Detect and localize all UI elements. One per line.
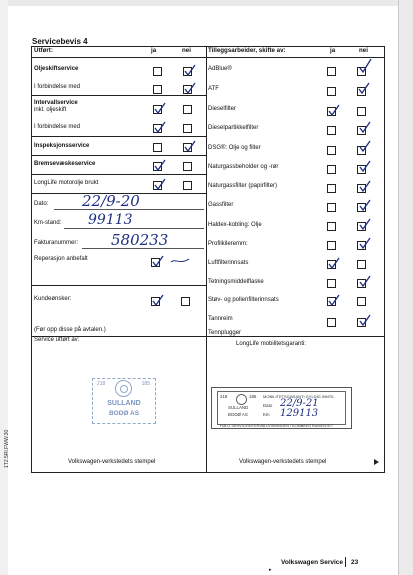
stamp-place: BODØ AS: [228, 412, 248, 417]
row-label-dieselfilter: Dieselfilter: [208, 106, 237, 112]
row-label-bremsevaeske: Bremsevæskeservice: [34, 161, 96, 167]
row-label-atf: ATF: [208, 86, 219, 92]
longlife-garanti-label: LongLife mobilitetsgaranti:: [236, 341, 307, 347]
row-label-forbindelse-2: I forbindelse med: [34, 124, 81, 130]
stamp-dato-label: Dato: [263, 403, 273, 408]
kundeonsker-note: (Før opp disse på avtalen.): [34, 327, 106, 333]
checkbox-profilkilerem-ja[interactable]: [327, 241, 336, 250]
row-label-haldex: Haldex-kobling: Olje: [208, 222, 262, 228]
stamp-code: 185: [141, 381, 150, 387]
stamp-frame: [217, 391, 346, 425]
checkbox-haldex-ja[interactable]: [327, 222, 336, 231]
checkbox-gassfilter-ja[interactable]: [327, 203, 336, 212]
checkbox-stov-pollen-nei[interactable]: [357, 297, 366, 306]
seal-icon: [115, 380, 132, 397]
stamp-code: 218: [220, 394, 228, 399]
garanti-dato-value[interactable]: 22/9-21: [280, 398, 319, 409]
check-mark-icon: [358, 275, 371, 288]
service-utfort-label: Service utført av:: [34, 337, 80, 343]
left-header: Utført:: [34, 47, 53, 54]
checkbox-oljeskift-ja[interactable]: [153, 67, 162, 76]
row-rule: [32, 174, 206, 175]
garanti-km-value[interactable]: 129113: [280, 408, 319, 419]
stamp-km-label: Km: [263, 412, 270, 417]
row-label-adblue: AdBlue®: [208, 66, 232, 72]
check-mark-icon: [151, 255, 164, 268]
seal-icon: [236, 394, 247, 405]
checkbox-tannreim-ja[interactable]: [327, 318, 336, 327]
row-label-longlife: LongLife motorolje brukt: [34, 180, 99, 186]
check-mark-icon: [358, 199, 371, 212]
row-rule: [32, 95, 206, 96]
check-mark-icon: [358, 160, 371, 173]
row-label-oljeskift: Oljeskiftservice: [34, 66, 79, 72]
checkbox-dieselpartikkel-ja[interactable]: [327, 126, 336, 135]
row-label-tetningsmiddel: Tetningsmiddelflaske: [208, 279, 264, 285]
page-edge: [0, 0, 413, 6]
stamp-heading: MOBILITETSGARANTI GYLDIG INNTIL: [263, 394, 335, 399]
checkbox-dsg-ja[interactable]: [327, 146, 336, 155]
row-label-dieselpartikkelfilter: Dieselpartikkelfilter: [208, 125, 259, 131]
stamp-caption-right: Volkswagen-verkstedets stempel: [239, 459, 327, 465]
km-line: [64, 228, 204, 229]
footer-marker: ▸: [269, 567, 272, 573]
checkbox-naturgassfilter-ja[interactable]: [327, 184, 336, 193]
faktura-label: Fakturanummer:: [34, 240, 79, 246]
document-title: Servicebevis 4: [32, 37, 88, 46]
checkbox-dieselfilter-nei[interactable]: [357, 107, 366, 116]
footer-divider: [345, 557, 346, 567]
column-divider: [206, 47, 207, 336]
row-sublabel-intervall: inkl. oljeskift: [34, 107, 67, 113]
next-arrow-icon: [374, 459, 379, 465]
stamp-code: 218: [97, 381, 106, 387]
row-label-luftfilter: Luftfilterinnsats: [208, 260, 249, 266]
bottom-column-divider: [206, 336, 207, 472]
row-label-dsg: DSG®: Olje og filter: [208, 145, 261, 151]
check-mark-icon: [327, 294, 340, 307]
stamp-footer: FØLG SERVICEINTERVALLVISNINGEN I KOMBINSTRUMENTET: [220, 424, 334, 428]
right-nei-header: nei: [359, 47, 368, 54]
left-ja-header: ja: [151, 47, 157, 54]
checkbox-inspeksjon-ja[interactable]: [153, 143, 162, 152]
check-mark-icon: [153, 159, 166, 172]
checkbox-intervall-nei[interactable]: [183, 105, 192, 114]
check-mark-icon: [358, 314, 371, 327]
checkbox-atf-ja[interactable]: [327, 87, 336, 96]
row-rule: [32, 155, 206, 156]
check-mark-icon: [153, 121, 166, 134]
check-mark-icon: [357, 82, 370, 95]
page-edge-right: [398, 0, 413, 575]
page-edge-left: [0, 0, 8, 575]
check-mark-icon: [327, 257, 340, 270]
header-rule: [32, 57, 384, 58]
check-mark-icon: [358, 140, 371, 153]
faktura-value[interactable]: 580233: [111, 231, 169, 249]
km-value[interactable]: 99113: [88, 212, 133, 228]
workshop-stamp-left: [92, 378, 156, 424]
dato-value[interactable]: 22/9-20: [82, 192, 140, 210]
row-label-tannreim: Tannreim: [208, 316, 233, 322]
stamp-name: SULLAND: [228, 405, 249, 410]
check-mark-icon: [153, 102, 166, 115]
stamp-code: 185: [249, 394, 257, 399]
checkbox-longlife-nei[interactable]: [183, 181, 192, 190]
workshop-stamp-right: [211, 387, 352, 429]
row-label-gassfilter: Gassfilter: [208, 202, 234, 208]
check-mark-icon: [183, 140, 196, 153]
check-mark-icon: [358, 218, 371, 231]
row-rule: [32, 285, 206, 286]
row-label-inspeksjon: Inspeksjonsservice: [34, 143, 90, 149]
stamp-caption-left: Volkswagen-verkstedets stempel: [68, 459, 156, 465]
checkbox-kundeonsker-nei[interactable]: [181, 297, 190, 306]
check-mark-icon: [183, 82, 196, 95]
left-nei-header: nei: [182, 47, 191, 54]
row-label-tennplugger: Tennplugger: [208, 330, 242, 336]
scribble-mark: [170, 256, 190, 269]
check-mark-icon: [358, 60, 371, 73]
row-label-naturgassbeholder: Naturgassbeholder og -rør: [208, 164, 279, 170]
row-label-stov-pollen: Støv- og pollenfilterinnsats: [208, 297, 279, 303]
footer-brand: Volkswagen Service: [281, 559, 344, 566]
checkbox-bremsevaeske-nei[interactable]: [183, 162, 192, 171]
page-number: 23: [351, 559, 359, 566]
kundeonsker-label: Kundeønsker:: [34, 296, 72, 302]
check-mark-icon: [358, 237, 371, 250]
dato-label: Dato:: [34, 201, 49, 207]
stamp-name: SULLAND: [107, 400, 141, 407]
checkbox-naturgassbeholder-ja[interactable]: [327, 165, 336, 174]
check-mark-icon: [358, 180, 371, 193]
checkbox-luftfilter-nei[interactable]: [357, 260, 366, 269]
row-label-intervall: Intervallservice: [34, 100, 78, 106]
row-label-naturgassfilter: Naturgassfilter (papirfilter): [208, 183, 278, 189]
check-mark-icon: [153, 178, 166, 191]
stamp-place: BODØ AS: [108, 410, 140, 417]
side-code: 1T2.5RI.FWW.30: [4, 429, 10, 468]
right-ja-header: ja: [330, 47, 336, 54]
row-rule: [32, 136, 206, 137]
right-header: Tilleggsarbeider, skifte av:: [208, 47, 286, 54]
row-label-forbindelse-1: I forbindelse med: [34, 84, 81, 90]
check-mark-icon: [327, 104, 340, 117]
km-label: Km-stand:: [34, 220, 62, 226]
checkbox-forbindelse1-ja[interactable]: [153, 85, 162, 94]
check-mark-icon: [358, 121, 371, 134]
checkbox-adblue-ja[interactable]: [327, 67, 336, 76]
checkbox-tetningsmiddel-ja[interactable]: [327, 279, 336, 288]
check-mark-icon: [183, 64, 196, 77]
row-label-profilkilerem: Profilkileremm:: [208, 241, 248, 247]
check-mark-icon: [151, 294, 164, 307]
checkbox-forbindelse2-nei[interactable]: [183, 124, 192, 133]
reparasjon-label: Reperasjon anbefalt: [34, 256, 88, 262]
